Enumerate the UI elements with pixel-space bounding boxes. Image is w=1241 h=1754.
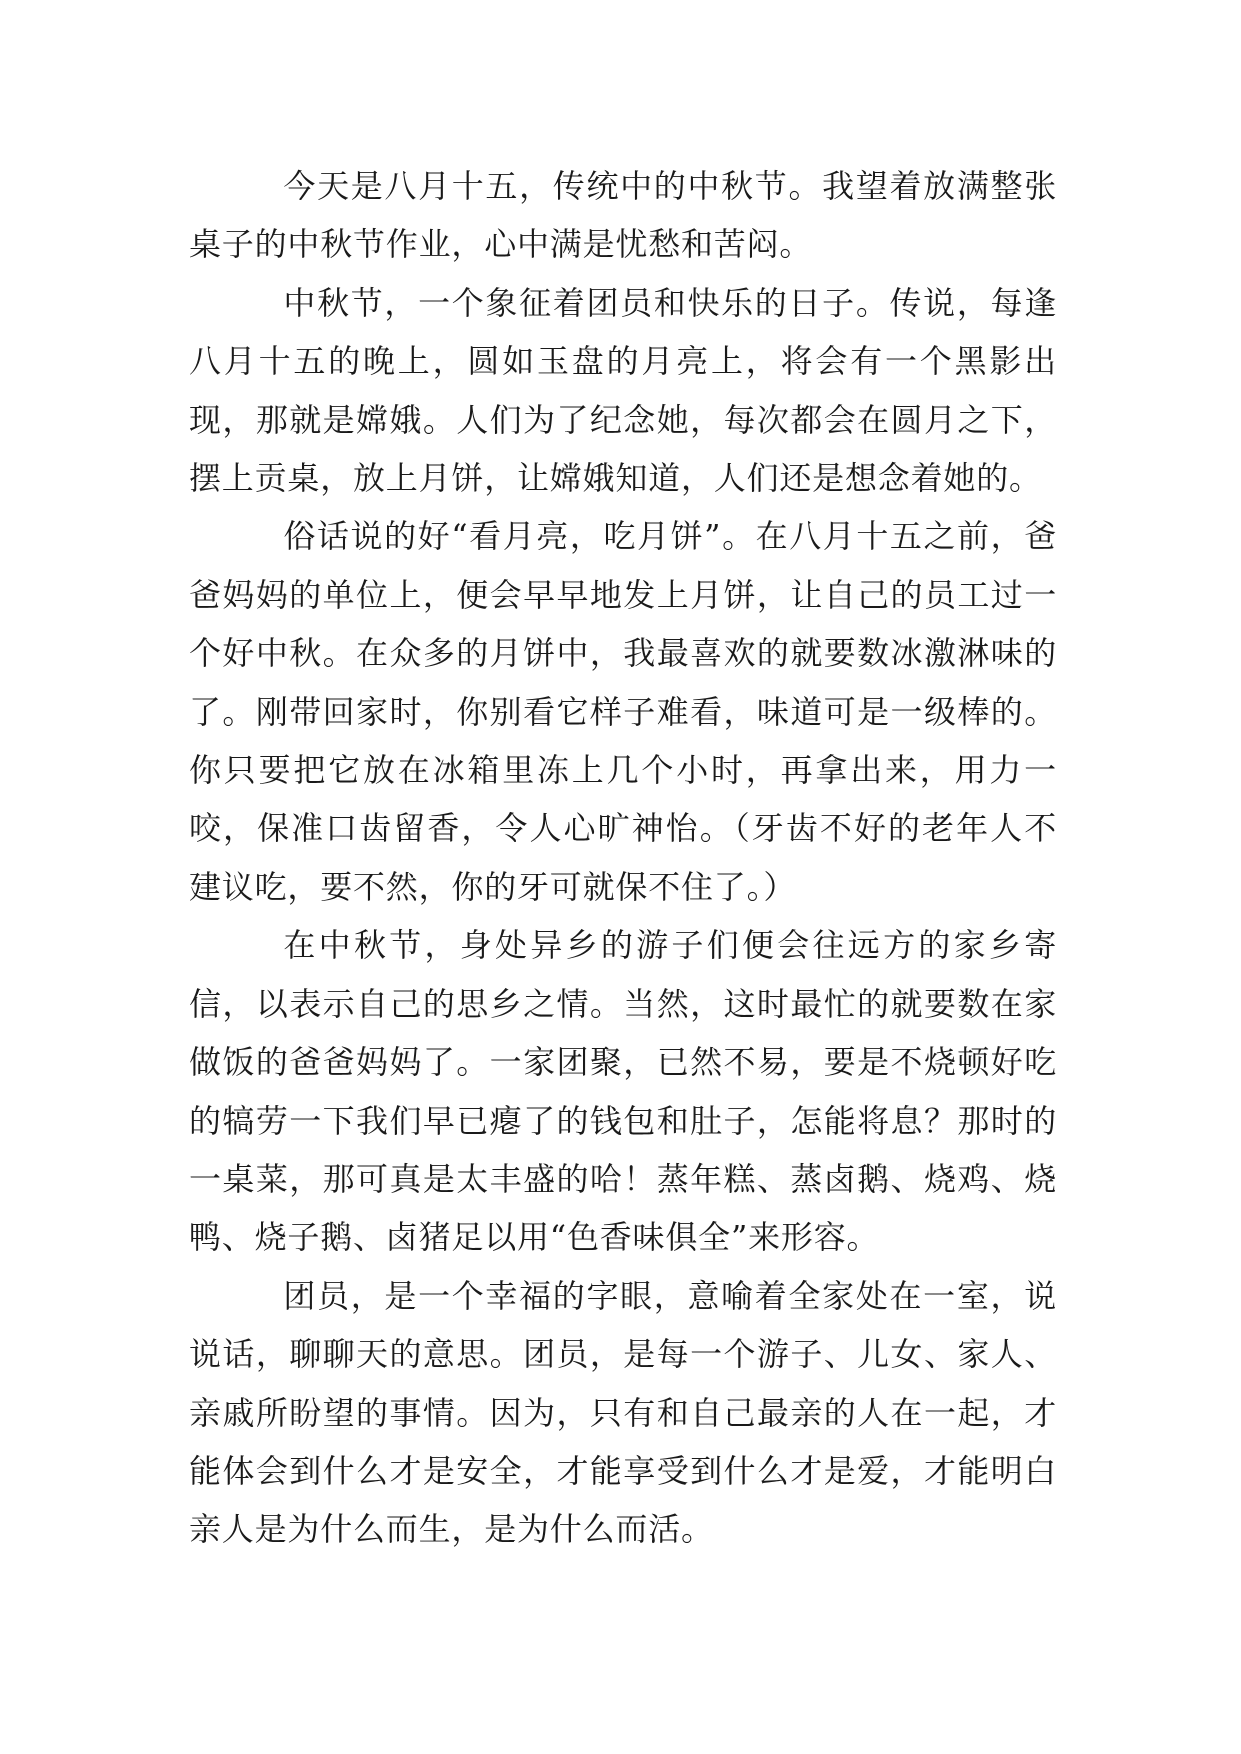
paragraph-5: 团员，是一个幸福的字眼，意喻着全家处在一室，说说话，聊聊天的意思。团员，是每一个游子、儿女、家人、亲戚所盼望的事情。因为，只有和自己最亲的人在一起，才能体会到什么才是安全，才能享受到什么才是爱，才能明白亲人是为什么而生，是为什么而活。 bbox=[189, 1276, 1057, 1549]
paragraph-3: 俗话说的好“看月亮，吃月饼”。在八月十五之前，爸爸妈妈的单位上，便会早早地发上月饼，让自己的员工过一个好中秋。在众多的月饼中，我最喜欢的就要数冰激淋味的了。刚带回家时，你别看它样子难看，味道可是一级棒的。你只要把它放在冰箱里冻上几个小时，再拿出来，用力一咬，保准口齿留香，令人心旷神怡。（牙齿不好的老年人不建议吃，要不然，你的牙可就保不住了。） bbox=[189, 517, 1057, 906]
paragraph-4: 在中秋节，身处异乡的游子们便会往远方的家乡寄信，以表示自己的思乡之情。当然，这时最忙的就要数在家做饭的爸爸妈妈了。一家团聚，已然不易，要是不烧顿好吃的犒劳一下我们早已瘪了的钱包和肚子，怎能将息？那时的一桌菜，那可真是太丰盛的哈！蒸年糕、蒸卤鹅、烧鸡、烧鸭、烧子鹅、卤猪足以用“色香味俱全”来形容。 bbox=[189, 926, 1057, 1257]
document-body bbox=[189, 157, 1057, 1559]
paragraph-1: 今天是八月十五，传统中的中秋节。我望着放满整张桌子的中秋节作业，心中满是忧愁和苦闷。 bbox=[189, 167, 1057, 264]
paragraph-2: 中秋节，一个象征着团员和快乐的日子。传说，每逢八月十五的晚上，圆如玉盘的月亮上，将会有一个黑影出现，那就是嫦娥。人们为了纪念她，每次都会在圆月之下，摆上贡桌，放上月饼，让嫦娥知道，人们还是想念着她的。 bbox=[189, 283, 1057, 498]
